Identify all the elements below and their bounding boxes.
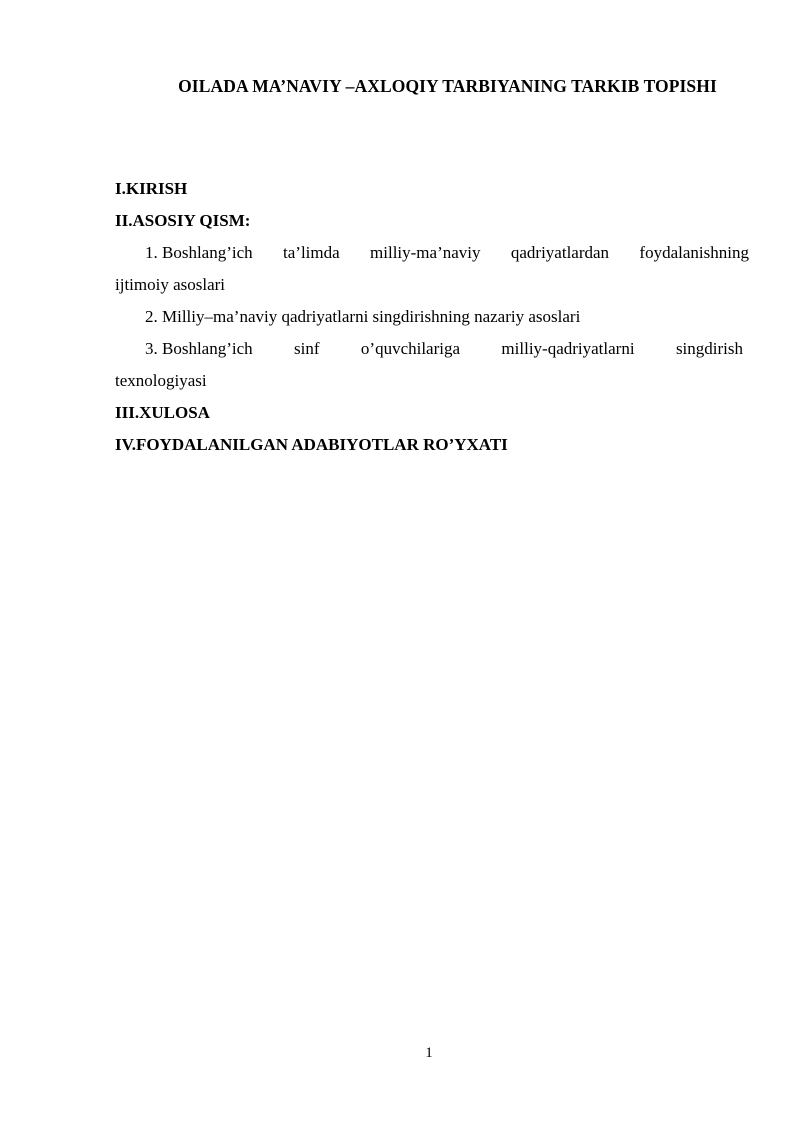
toc-subitem-3-first-line [115, 333, 749, 365]
toc-section-main: II.ASOSIY QISM: [115, 211, 251, 230]
toc-subitem-word: milliy-ma’naviy [370, 243, 481, 262]
table-of-contents [115, 173, 749, 461]
toc-subitem-3 [115, 333, 749, 397]
toc-subitem-word: milliy-qadriyatlarni [501, 339, 635, 358]
toc-subitem-word: qadriyatlardan [510, 243, 610, 262]
toc-subitem-1 [115, 237, 749, 301]
page-number: 1 [425, 1045, 433, 1061]
toc-section-conclusion: III.XULOSA [115, 403, 210, 422]
toc-section-intro: I.KIRISH [115, 179, 188, 198]
toc-subitem-word: ta’limda [283, 243, 340, 262]
toc-subitem-word: singdirish [675, 339, 743, 358]
toc-subitem-number: 1. [145, 243, 158, 262]
document-title: OILADA MA’NAVIY –AXLOQIY TARBIYANING TARKIB TOPISHI [178, 76, 717, 96]
toc-subitem-word: 3. Boshlang’ich [145, 333, 253, 365]
toc-subitem-1-continuation: ijtimoiy asoslari [115, 275, 226, 294]
toc-subitem-2 [115, 301, 749, 333]
toc-subitem-number: 3. [145, 339, 158, 358]
toc-subitem-word: sinf [294, 339, 320, 358]
toc-subitem-word: 1. Boshlang’ich [145, 237, 253, 269]
toc-subitem-word: foydalanishning [639, 243, 749, 262]
toc-subitem-2-line [115, 301, 749, 333]
toc-subitem-number: 2. [145, 307, 158, 326]
toc-subitem-3-continuation: texnologiyasi [115, 371, 207, 390]
toc-subitem-1-first-line [115, 237, 749, 269]
toc-subitem-word: o’quvchilariga [360, 339, 461, 358]
toc-section-references: IV.FOYDALANILGAN ADABIYOTLAR RO’YXATI [115, 435, 508, 454]
toc-subitem-text: Milliy–ma’naviy qadriyatlarni singdirishning nazariy asoslari [162, 307, 581, 326]
